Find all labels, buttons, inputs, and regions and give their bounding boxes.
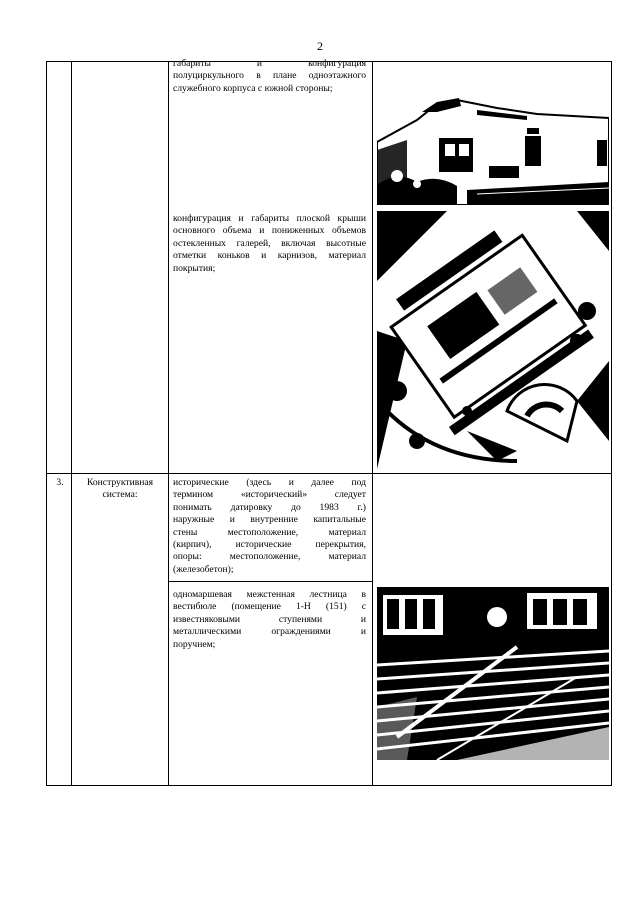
table-right-border	[611, 61, 612, 786]
text-line: понимать датировку до 1983 г.)	[173, 501, 366, 513]
row2-item1-text	[173, 477, 366, 576]
page-number: 2	[317, 39, 323, 53]
row1-item1-text	[173, 58, 366, 95]
item-divider	[168, 581, 372, 582]
text-line: (кирпич), исторические перекрытия,	[173, 539, 366, 551]
text-line: металлическими ограждениями и	[173, 626, 366, 638]
text-line: опоры: местоположение, материал	[173, 551, 366, 563]
row-divider	[46, 473, 612, 474]
text-line: (железобетон);	[173, 563, 234, 575]
text-line: конфигурация и габариты плоской крыши	[173, 213, 366, 224]
text-line: вестибюле (помещение 1-Н (151) с	[173, 601, 366, 613]
text-line: отметки коньков и карнизов, материал	[173, 250, 366, 262]
text-line: термином «исторический» следует	[173, 489, 366, 501]
col-divider-1	[71, 61, 72, 786]
row2-item2-text	[173, 589, 366, 651]
text-line: служебного корпуса с южной стороны;	[173, 82, 333, 94]
aerial-roof-photo	[377, 211, 609, 469]
text-line: известняковыми ступенями и	[173, 613, 366, 625]
text-line: основного объема и пониженных объемов	[173, 225, 366, 237]
col-divider-2	[168, 61, 169, 786]
table-left-border	[46, 61, 47, 786]
row-name-line: Конструктивная	[86, 477, 154, 488]
row-number: 3.	[56, 477, 64, 488]
row1-item2-text	[173, 213, 366, 275]
building-exterior-photo	[377, 90, 609, 205]
text-line: габариты и конфигурация	[173, 58, 366, 69]
col-divider-3	[372, 61, 373, 786]
text-line: полуциркульного в плане одноэтажного	[173, 70, 366, 82]
text-line: исторические (здесь и далее под	[173, 477, 366, 488]
text-line: остекленных галерей, включая высотные	[173, 237, 366, 249]
row-name	[72, 477, 168, 502]
text-line: одномаршевая межстенная лестница в	[173, 589, 366, 600]
vestibule-staircase-photo	[377, 587, 609, 760]
table-bottom-border	[46, 785, 612, 786]
row-name-line: система:	[102, 489, 138, 501]
text-line: покрытия;	[173, 262, 216, 274]
text-line: стены местоположение, материал	[173, 526, 366, 538]
text-line: поручнем;	[173, 638, 216, 650]
text-line: наружные и внутренние капитальные	[173, 514, 366, 526]
